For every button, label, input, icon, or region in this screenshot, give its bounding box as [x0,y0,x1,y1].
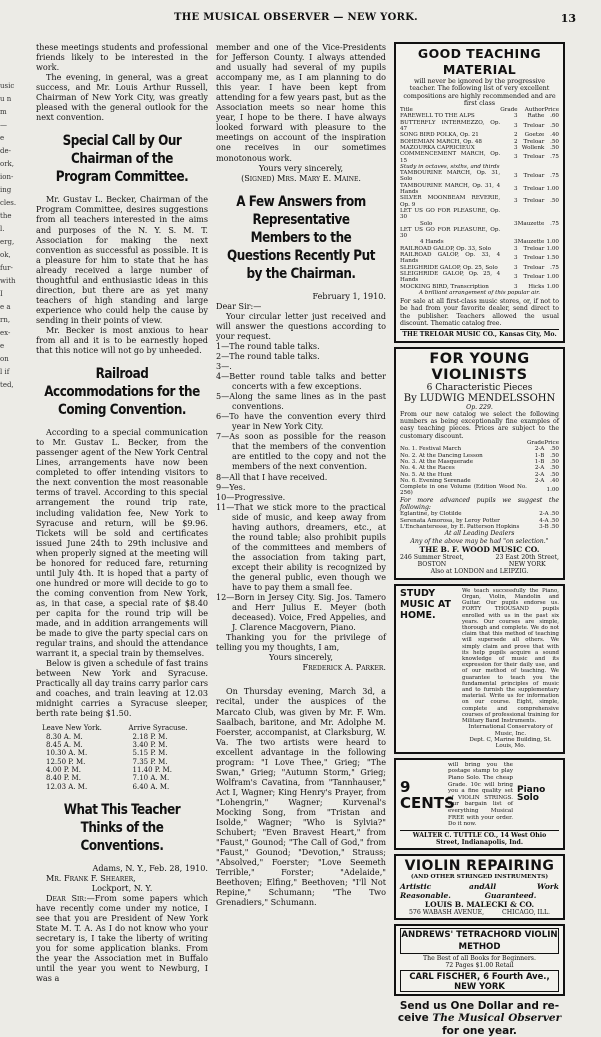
list-item: 8—All that I have received. [216,471,328,482]
notice-line: ceive [397,1012,429,1025]
letter-addressee: Mr. Frank F. Shearer, [46,872,136,883]
ad-big-price: 9 CENTS [400,777,455,812]
ad-young-violinists [394,347,565,580]
ad-title: ANDREWS' TETRACHORD VIOLIN METHOD [401,929,558,952]
piece-grade: 3 [514,154,518,161]
journal-title: THE MUSICAL OBSERVER — NEW YORK. [174,12,418,23]
piece-author: Treloar [523,173,545,180]
piece-title: No. 4. At the Races [400,465,455,472]
piece-price: .50 [550,138,559,145]
piece-grade: 3 [514,239,518,246]
address-line: 23 East 20th Street, [495,553,559,561]
depart-time: 4.00 P. M. [46,765,81,774]
piece-price: .50 [550,452,559,459]
piece-title: TAMBOURINE MARCH, Op. 31, 4 Hands [400,182,501,196]
piece-price: 1.00 [546,274,559,281]
arrive-time: 7.10 A. M. [132,774,170,783]
price-list-table [400,440,559,497]
piece-price: .50 [550,458,559,465]
depart-time: 8.45 A. M. [46,741,83,750]
table-row [400,227,559,240]
arrive-time: 6.40 A. M. [132,782,170,791]
list-item: 10—Progressive. [216,491,286,502]
list-item: 6—To have the convention every third year in New York City. [216,411,386,432]
table-row [400,170,559,183]
binding-fragment: usic [0,82,15,90]
ad-line: The Best of all Books for Beginners. [423,954,536,962]
piece-author: Rathe [527,113,545,120]
ad-title: VIOLIN REPAIRING [404,858,555,875]
piece-author: Hicks [528,283,545,290]
table-row [400,195,559,208]
piece-price: .50 [550,523,559,530]
piece-grade: 3 [514,220,518,227]
binding-fragment: the [0,212,12,220]
table-row [400,151,559,164]
piece-grade: 3 [514,113,518,120]
piece-grade: 3 [514,173,518,180]
piece-grade: 4-A [539,517,549,524]
price-list-table [400,107,559,296]
special-call-heading: Special Call by Our Chairman of the Program Committee. [55,133,189,186]
piece-author: Goetze [524,132,545,139]
piece-grade: 3 [514,122,518,129]
piece-grade: 3 [514,185,518,192]
binding-fragment: l. [0,225,5,233]
binding-fragment: ion- [0,173,14,181]
piece-title: TAMBOURINE MARCH, Op. 31, Solo [400,170,501,183]
ad-advanced-note: For more advanced pupils we suggest the following: [400,496,559,512]
table-row [400,271,559,284]
piece-price: 1.00 [546,245,559,252]
piece-price: .60 [550,113,559,120]
binding-margin-fragments [0,80,17,400]
ad-company: WALTER C. TUTTLE CO., 14 West Ohio Street, Indianapolis, Ind. [400,830,559,847]
piece-title: No. 6. Evening Serenade [400,477,471,484]
piece-grade: 3 [514,283,518,290]
piece-author: Treloar [523,198,545,205]
ad-andrews-method [394,924,565,996]
piece-grade: 3-B [539,523,549,530]
ad-title: GOOD TEACHING MATERIAL [417,46,542,77]
list-item: 5—Along the same lines as in the past conventions. [216,391,386,412]
piece-title: Serenata Amorosa, by Leroy Potter [400,517,500,524]
subscription-notice [394,1000,565,1037]
column-middle [216,42,386,907]
piece-grade: 2 [514,138,518,145]
ad-taglines [400,882,559,900]
piece-author: Treloar [523,185,545,192]
ad-study-music-home [394,584,565,754]
piece-price: 1.00 [546,487,559,494]
answers-list [216,341,386,632]
piece-price: .50 [550,198,559,205]
piece-author: Treloar [523,255,545,262]
depart-time: 10.30 A. M. [46,749,88,758]
letter-salutation: Dear Sir: [46,893,87,903]
piece-author: Treloar [523,264,545,271]
binding-fragment: e on [0,342,9,363]
arrive-time: 2.18 P. M. [132,732,168,741]
notice-line: for one year. [442,1024,517,1037]
column-header: Author [524,107,545,114]
table-row [400,183,559,196]
page-number: 13 [560,12,576,25]
column-left [36,42,208,983]
table-row [36,741,208,749]
piece-title: RAILROAD GALOP, Op. 33, 4 Hands [400,252,501,265]
binding-fragment: rn, [0,316,11,324]
ad-addresses [400,554,559,569]
ad-subtitle: (AND OTHER STRINGED INSTRUMENTS) [410,874,549,881]
answers-heading: A Few Answers from Representative Members to the Questions Recently Put by the Chairman. [226,193,375,282]
ad-intro: From our new catalog we select the following numbers as being exceptionally fine examples of easy teaching pieces. Prices are subject to the customary discount. [400,410,559,440]
piece-grade: 2-A [534,465,545,472]
piece-price: 1.00 [546,239,559,246]
table-row [36,766,208,774]
piece-title: MAZOURKA CAPRICIEUX [400,144,475,151]
table-row [36,733,208,741]
piece-price: .50 [550,446,559,453]
ad-selection: Any of the above may be had "on selection." [410,537,549,545]
piece-title: SONG BIRD POLKA, Op. 21 [400,132,479,139]
ad-composer: By LUDWIG MENDELSSOHN [403,392,556,404]
binding-fragment: e de- [0,134,11,155]
piece-price: .50 [550,471,559,478]
running-header [36,12,576,26]
piece-title: No. 1. Festival March [400,446,462,453]
piece-grade: 3 [514,198,518,205]
ad-title: FOR YOUNG VIOLINISTS [429,350,530,383]
depart-time: 12.50 P. M. [46,757,86,766]
schedule-header: Leave New York. [42,724,102,733]
piece-price: .75 [550,220,559,227]
column-header: Title [400,107,413,114]
piece-author: Treloar [523,138,545,145]
address-city: CHICAGO, ILL. [502,908,551,916]
ad-dept: Dept. C, Marine Building, St. Louis, Mo. [469,736,552,750]
answers-thanks: Thanking you for the privilege of telling you my thoughts, I am, [216,632,386,653]
column-header: Grade [526,440,545,447]
list-item: 7—As soon as possible for the reason that the members of the convention are entitled to the copy and not the members of the next convention. [216,431,386,472]
table-row [36,758,208,766]
piece-note: Study in octaves, sixths, and thirds [400,163,500,170]
ad-body: will bring you the postage stamp to play Piano Solo. The cheap Grade. 10c will bring you a fine quality set of VIOLIN STRINGS. Our bargain list of everything Musical FREE with your order. Do it now. [448,761,513,828]
piece-grade: 2 [514,132,518,139]
piece-author: Wollenk [521,144,545,151]
letter-dateline: Adams, N. Y., Feb. 28, 1910. [92,862,208,873]
piece-title: BUTTERFLY INTERMEZZO, Op. 47 [400,119,501,133]
piece-price: .50 [550,517,559,524]
ad-piano-solo: Piano Solo [517,785,546,803]
ad-school: International Conservatory of Music, Inc. [468,724,553,737]
piece-price: .50 [550,122,559,129]
column-header: Grade [500,107,518,114]
piece-title: Solo [420,220,433,227]
piece-price: 1.00 [546,185,559,192]
ad-opus: Op. 229. [466,403,493,411]
notice-line: Send us One Dollar and re- [399,999,560,1012]
binding-fragment: ted, [0,381,14,389]
piece-grade: 1-B [534,452,545,459]
railroad-paragraph: Below is given a schedule of fast trains between New York and Syracuse. Practically all day trains carry parlor cars and coaches, and train leaving at 12.03 midnight carries a Syracuse sleeper, berth rate being $1.50. [36,658,208,719]
depart-time: 12.03 A. M. [46,782,88,791]
piece-title: No. 3. At the Masquerade [400,458,474,465]
table-row [400,208,559,221]
list-item: 1—The round table talks. [216,340,320,351]
special-call-paragraph: Mr. Gustav L. Becker, Chairman of the Program Committee, desires suggestions from all teachers interested in the aims and purposes of the N. Y. S. M. T. Association for making the next convention as successful as possible. It is a pleasure for him to state that he has already received a large number of thoughtful and enthusiastic ideas in this direction, but there are as yet many teachers of high standing and large experience who could help the cause by sending in their points of view. [36,194,208,325]
binding-fragment: — [0,121,7,129]
list-item: 11—That we stick more to the practical side of music, and keep away from having authors, dreamers, etc., at the round table; also prohibit pupils of the committees and members of the association from taking part, except their ability is recognized by the general public, even though we have to pay them a small fee. [216,501,386,593]
list-item: 12—Born in Jersey City. Sig. Jos. Tamero and Herr Julius E. Meyer (both deceased). Voice, Fred Appelies, and J. Clarence Macgovern, Piano. [216,592,386,633]
piece-title: LET US GO FOR PLEASURE, Op. 30 [400,207,501,221]
list-item: 4—Better round table talks and better concerts with a few exceptions. [216,371,386,392]
arrive-time: 3.40 P. M. [132,741,168,750]
column-advertisements [394,42,565,1037]
piece-grade: 3 [514,245,518,252]
piece-price: 1.00 [546,283,559,290]
depart-time: 8.30 A. M. [46,732,83,741]
ad-tagline: Artistic and Reasonable. [400,881,485,900]
special-call-paragraph: Mr. Becker is most anxious to hear from all and it is to be earnestly hoped that this notice will not go by unheeded. [36,324,208,356]
piece-author: Treloar [523,245,545,252]
recital-paragraph: On Thursday evening, March 3d, a recital, under the auspices of the Marcato Club, was given by Mr. F. Wm. Saalbach, baritone, and Mr. Adolphe M. Foerster, accompanist, at Clarksburg, W. Va. The two artists were heard to excellent advantage in the following program: "I Love Thee," Grieg; "The Swan," Grieg; "Autumn Storm," Grieg; Wolfram's Cavatina, from "Tannhauser," Act I, Wagner; King Henry's Prayer, from "Lohengrin," Wagner; Kurvenal's Mocking Song, from "Tristan and Isolde," Wagner; "Who is Sylvia?" Schubert; "Even Bravest Heart," from "Faust," Gounod; "The Call of God," from "Faust," Gounod; "Devotion," Strauss; "Absolved," Foerster; "Love Seemeth Terrible," Forster; "Adelaide," Beethoven; Elfing," Beethoven; "I'll Not Repine," Schumann; "The Two Grenadiers," Schumann. [216,686,386,908]
piece-title: BOHEMIAN MARCH, Op. 48 [400,138,482,145]
ad-tagline: All Work Guaranteed. [484,881,559,900]
intro-paragraph: The evening, in general, was a great success, and Mr. Louis Arthur Russell, Chairman of New York City, was greatly pleased with the general outlook for the next convention. [36,72,208,123]
railroad-paragraph: According to a special communication to Mr. Gustav L. Becker, from the passenger agent of the New York Central Lines, arrangements have now been completed to offer intending visitors to the next convention the most reasonable terms of travel. According to this special arrangement the round trip rate, including validation fee, New York to Syracuse and return, will be $9.96. Tickets will be sold and certificates issued June 24th to 29th inclusive and when properly signed at the meeting will be honored for reduced fare, returning until July 4th. It is hoped that a party of one hundred or more will decide to go to the coming convention from New York, as, in that case, a special rate of $8.40 per capita for the round trip will be made, and in addition arrangements will be made to give the party special cars on regular trains, and should the attendance warrant it, a special train by themselves. [36,427,208,659]
notice-journal-name: The Musical Observer [432,1012,562,1025]
binding-fragment: u n [0,95,12,103]
piece-title: Complete in one Volume (Edition Wood No. 256) [400,484,527,497]
letter-closing: Yours very sincerely, [258,162,344,173]
piece-price: .75 [550,264,559,271]
piece-author: Mauzette [517,239,545,246]
table-row [36,749,208,757]
letter-addressee-city: Lockport, N. Y. [91,882,153,893]
table-row [400,120,559,133]
binding-fragment: fur- [0,264,13,272]
ad-dealers: At all Leading Dealers [444,530,515,538]
ad-violin-repairing [394,854,565,920]
ad-subtitle: 6 Characteristic Pieces [426,382,533,393]
ad-title: STUDY MUSIC AT HOME. [400,587,451,621]
address-line: 246 Summer Street, [400,553,464,561]
ad-intro: will never be ignored by the progressive teacher. The following list of very excellent compositions are highly recommended and are first class [403,77,556,107]
table-row [400,265,559,271]
arrive-time: 11.40 P. M. [132,765,172,774]
piece-title: Eglantine, by Clotilde [400,511,462,518]
train-schedule-table [36,724,208,790]
piece-price: .40 [550,477,559,484]
ad-company: THE B. F. WOOD MUSIC CO. [419,544,540,554]
answers-closing: Yours sincerely, [269,652,333,663]
piece-author: Mauzette [517,220,545,227]
letter-body: —From some papers which have recently come under my notice, I see that you are President of New York State M. T. A. As I do not know who your secretary is, I take the liberty of writing you for some application blanks. From the year the Association met in Buffalo until the year you went to Newburg, I was a [36,893,209,984]
table-row [400,284,559,290]
ad-line: 72 Pages $1.00 Retail [445,962,514,970]
piece-grade: 2-A [534,446,545,453]
intro-paragraph: these meetings students and professional friends likely to be interested in the work. [36,42,208,73]
piece-title: COMMENCEMENT MARCH, Op. 15 [400,151,501,164]
piece-title: SLEIGHRIDE GALOP, Op. 25, Solo [400,264,498,271]
depart-time: 8.40 P. M. [46,774,81,783]
piece-title: 4 Hands [420,239,444,246]
list-item: 2—The round table talks. [216,350,320,361]
answers-date: February 1, 1910. [312,290,386,301]
piece-title: FAREWELL TO THE ALPS [400,113,475,120]
piece-author: Treloar [523,274,545,281]
binding-fragment: m [0,108,7,116]
piece-price: .75 [550,154,559,161]
letter-signature: (Signed) Mrs. Mary E. Maine. [241,172,361,183]
piece-price: 1.50 [546,255,559,262]
binding-fragment: l if [0,368,10,376]
piece-price: .50 [550,144,559,151]
ad-body: We teach successfully the Piano, Organ, Violin, Mandolin and Guitar. Our pupils endorse us. FORTY THOUSAND pupils enrolled with us in the past six years. Our courses are simple, thorough and complete. We do not claim that this method of teaching will supersede all others. We simply claim and prove that with its help pupils acquire a sound knowledge of music and its expression for their daily use, and of our method of teaching. We guarantee to teach you the fundamental principles of music and to furnish the supplementary material. Write us for information on our course. Eight, simple, complete and comprehensive courses of professional training for Military Band Instruments. [462,587,559,724]
ad-company: LOUIS B. MALECKI & CO. [424,899,535,909]
answers-intro: Your circular letter just received and will answer the questions according to your request. [216,310,386,341]
piece-price: .75 [550,173,559,180]
table-row [36,774,208,782]
binding-fragment: ing [0,186,12,194]
list-item: 3—. [216,360,232,371]
answers-salutation: Dear Sir:— [216,300,262,311]
table-row [400,252,559,265]
list-item: 9—Yes. [216,481,246,492]
binding-fragment: erg, [0,238,15,246]
piece-grade: 3 [514,144,518,151]
ad-nine-cents [394,758,565,851]
binding-fragment: e a [0,303,11,311]
piece-grade: 1-B [534,458,545,465]
piece-grade: 2-A [534,471,545,478]
arrive-time: 5.15 P. M. [132,749,168,758]
piece-grade: 3 [514,255,518,262]
piece-grade: 2-A [539,511,549,518]
address-line: 576 WABASH AVENUE, [408,908,485,916]
address-city: NEW YORK [508,561,546,569]
piece-title: RAILROAD GALOP, Op. 33, Solo [400,245,492,252]
piece-title: LET US GO FOR PLEASURE, Op. 30 [400,226,501,240]
piece-price: .50 [550,511,559,518]
ad-publisher: THE TRELOAR MUSIC CO., Kansas City, Mo. [400,329,559,338]
piece-title: SILVER MOONBEAM REVERIE, Op. 9 [400,195,501,208]
piece-title: MOCKING BIRD, Transcription [400,283,489,290]
binding-fragment: ex- [0,329,11,337]
ad-also: Also at LONDON and LEIPZIG. [430,568,529,576]
piece-title: SLEIGHRIDE GALOP, Op. 25, 4 Hands [400,270,501,284]
piece-price: .40 [550,132,559,139]
ad-outro: For sale at all first-class music stores, or, if not to be had from your favorite dealer, send direct to the publisher. Teachers allowed the usual discount. Thematic catalog free. [400,298,559,327]
teacher-heading: What This Teacher Thinks of the Conventions. [63,801,181,854]
ad-addresses [400,909,559,916]
letter-continued: member and one of the Vice-Presidents for Jefferson County. I always attended and usually had several of my pupils accompany me, as I am planning to do this year. I have been kept from attending for a few years past, but as the Association meets so near home this year, I hope to be there. I have always looked forward with pleasure to the meetings on account of the inspiration one receives in our sometimes monotonous work. [216,42,386,163]
table-row [36,783,208,791]
binding-fragment: cles. [0,199,17,207]
schedule-header: Arrive Syracuse. [128,724,188,733]
piece-title: L'Enchanteresse, by E. Patterson Hopkins [400,523,520,530]
piece-grade: 2-A [534,477,545,484]
binding-fragment: with [0,277,16,285]
railroad-heading: Railroad Accommodations for the Coming Convention. [44,366,200,419]
arrive-time: 7.35 P. M. [132,757,168,766]
answers-signature: Frederick A. Parker. [302,662,386,673]
ad-company: CARL FISCHER, 6 Fourth Ave., NEW YORK [400,970,559,992]
column-header: Price [544,440,559,447]
table-row [400,290,559,296]
address-city: BOSTON [417,561,447,569]
piece-note: A brilliant arrangement of this popular air. [418,289,541,296]
piece-author: Treloar [523,154,545,161]
piece-author: Treloar [523,122,545,129]
binding-fragment: I [0,290,3,298]
column-header: Price [544,107,559,114]
binding-fragment: ork, [0,160,15,168]
price-list-table-advanced [400,511,559,530]
piece-grade: 3 [514,274,518,281]
table-row [400,484,559,497]
piece-title: No. 5. At the Hunt [400,471,453,478]
ad-good-teaching-material [394,42,565,343]
piece-grade: 3 [514,264,518,271]
piece-price: .50 [550,465,559,472]
binding-fragment: ok, [0,251,11,259]
piece-title: No. 2. At the Dancing Lesson [400,452,483,459]
